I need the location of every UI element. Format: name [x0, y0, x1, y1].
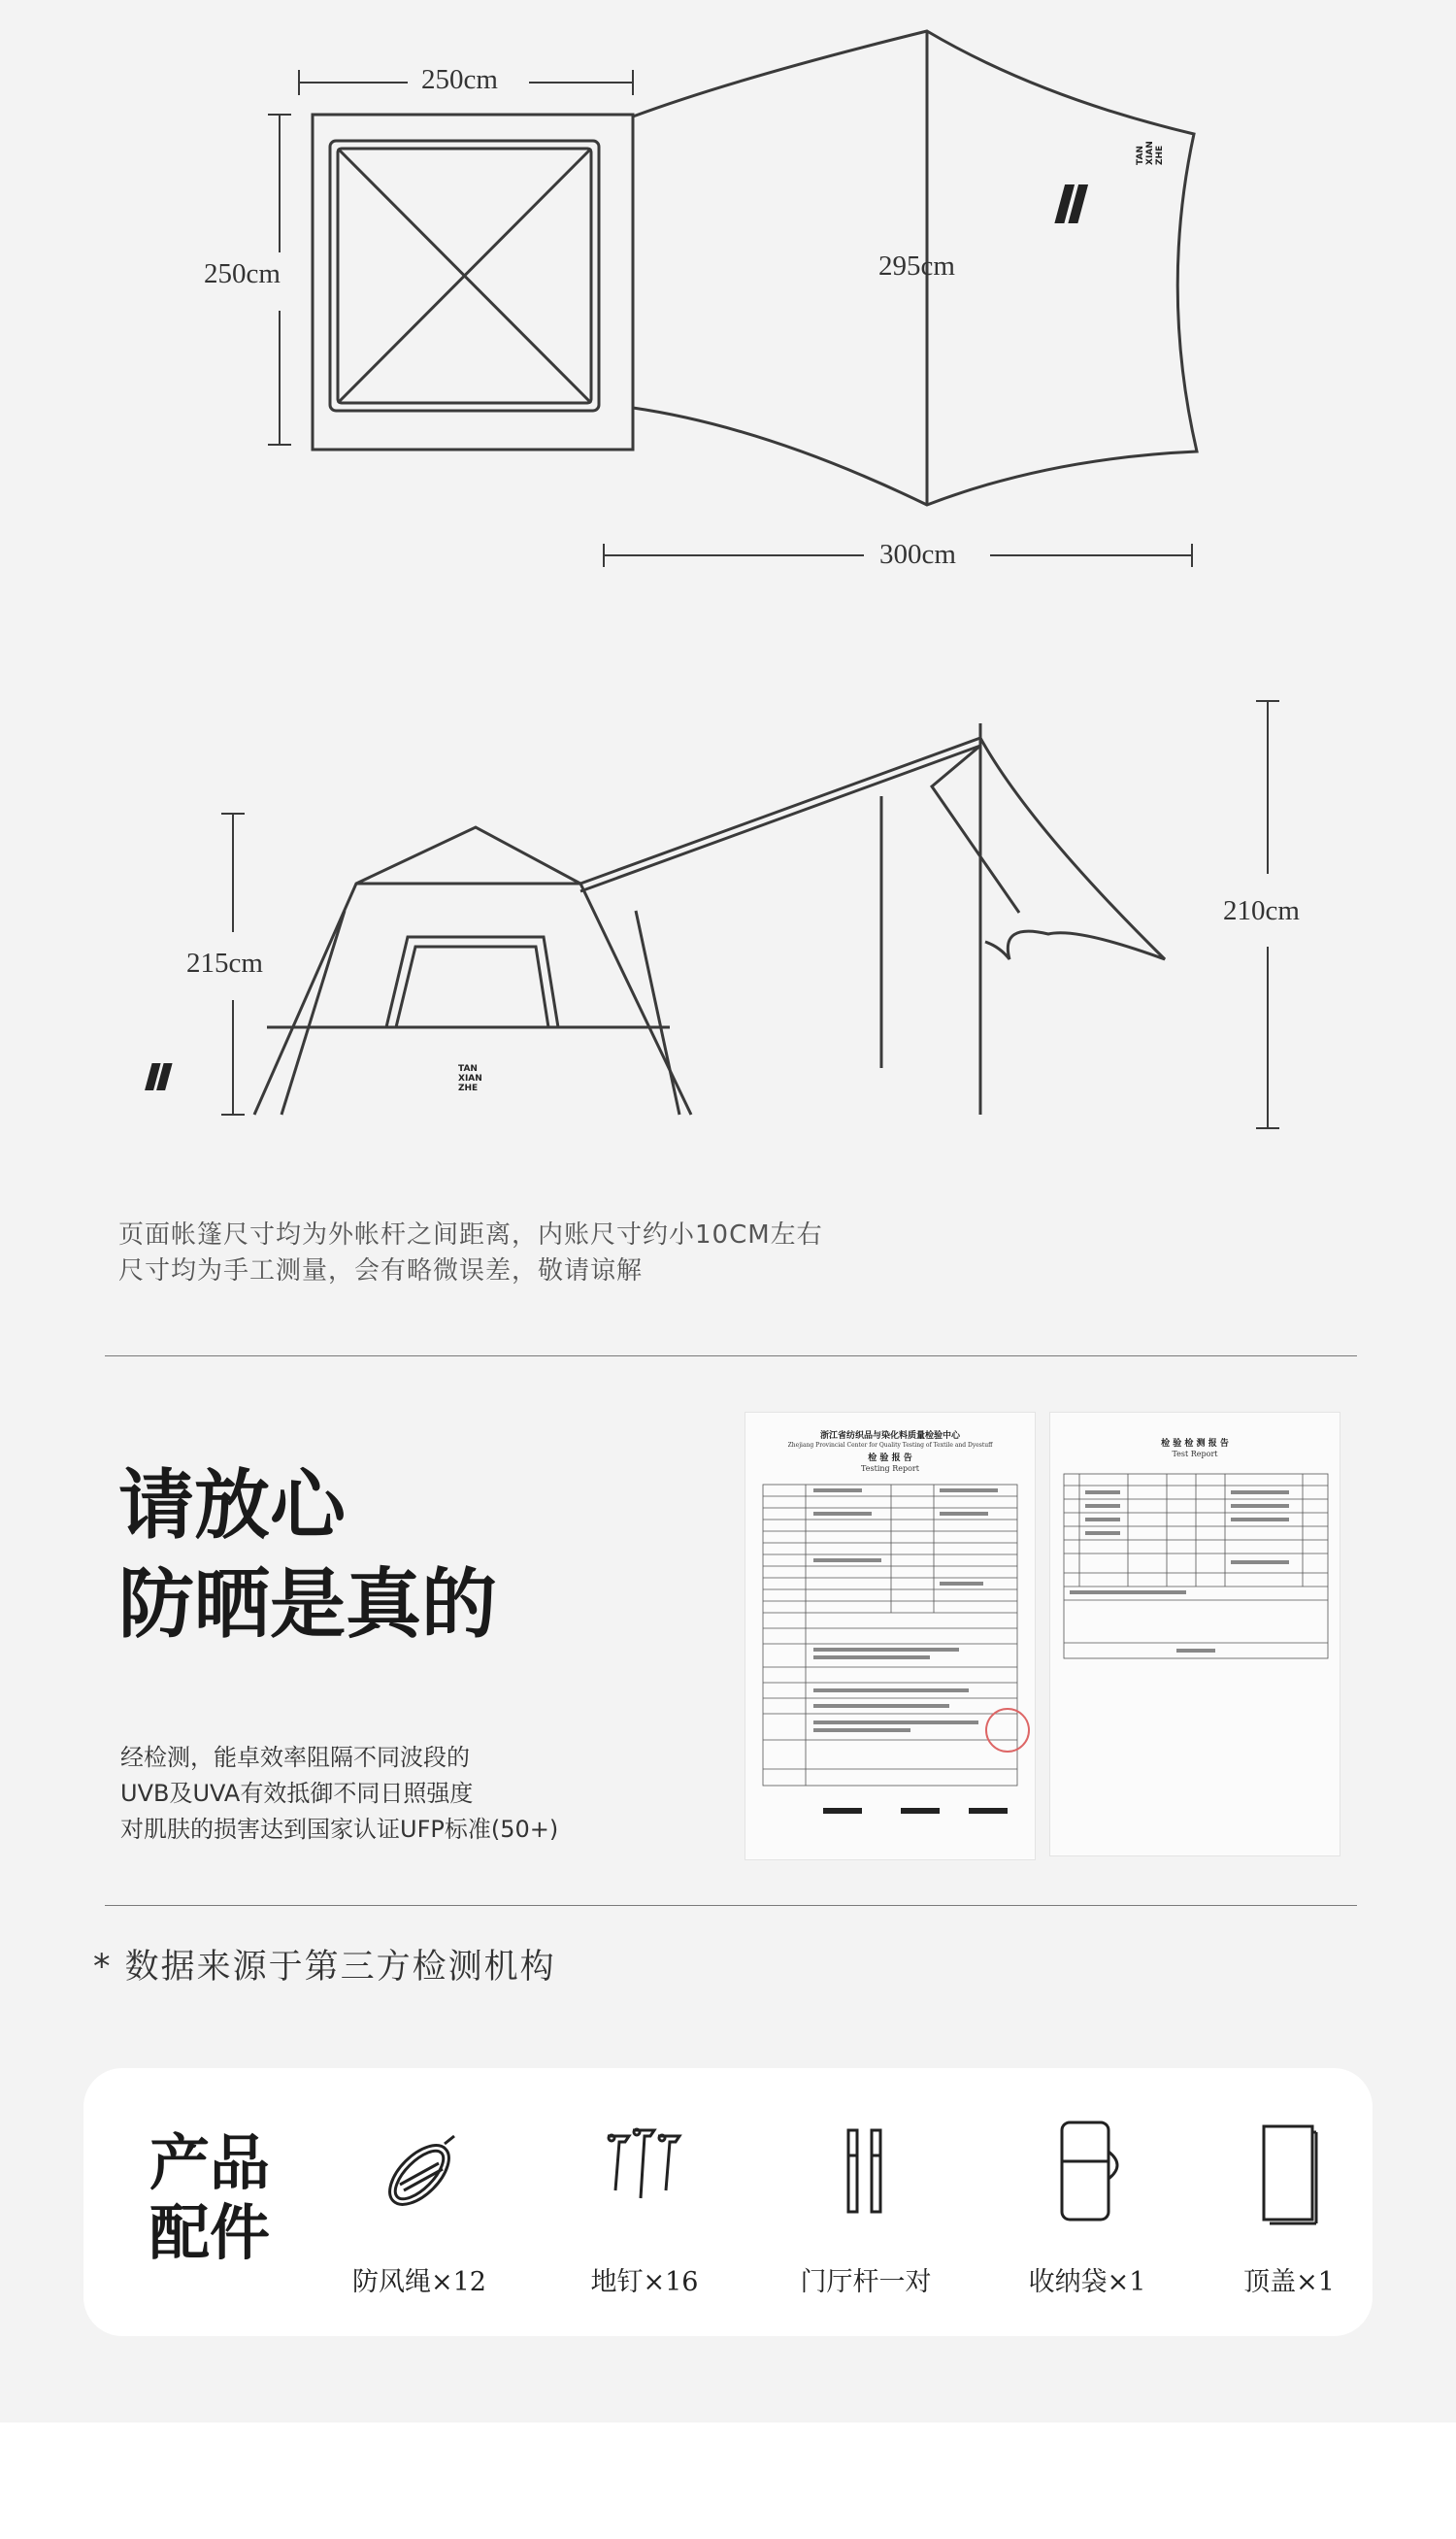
tent-height-label: 215cm: [186, 948, 263, 979]
accessory-top-cover: [1192, 2117, 1386, 2311]
side-view-diagram: [0, 0, 1456, 1165]
accessory-label: 防风绳×12: [352, 2267, 486, 2297]
stake-icon: [586, 2117, 703, 2233]
rope-icon: [361, 2117, 478, 2233]
accessory-rope: [322, 2117, 516, 2311]
accessory-stake: [547, 2117, 742, 2311]
divider-top: [105, 1355, 1357, 1356]
top-cover-icon: [1231, 2117, 1347, 2233]
tarp-depth-label: 295cm: [878, 251, 955, 282]
size-note-line-1: 页面帐篷尺寸均为外帐杆之间距离，内账尺寸约小10CM左右: [118, 1220, 823, 1250]
accessory-label: 门厅杆一对: [800, 2267, 932, 2297]
tarp-logo-text: TAN XIAN ZHE: [1136, 141, 1165, 165]
pole-height-label: 210cm: [1223, 895, 1300, 926]
data-source-note: * 数据来源于第三方检测机构: [93, 1948, 556, 1987]
pole-pair-icon: [808, 2117, 924, 2233]
accessory-label: 收纳袋×1: [1028, 2267, 1146, 2297]
accessories-card: [83, 2068, 1373, 2336]
accessory-pole-pair: [769, 2117, 963, 2311]
top-depth-label: 250cm: [204, 258, 281, 289]
bottom-footer-band: [0, 2422, 1456, 2539]
accessory-label: 地钉×16: [590, 2267, 699, 2297]
test-report-1: 浙江省纺织品与染化料质量检验中心 Zhejiang Provincial Center for Quality Testing of Textile and Dyestuff 检 验 报 告 Testing Report: [745, 1413, 1035, 1859]
tent-logo-text: TAN XIAN ZHE: [458, 1064, 482, 1093]
sun-protection-headline: 请放心 防晒是真的: [118, 1461, 498, 1649]
top-width-label: 250cm: [421, 64, 498, 95]
divider-bottom: [105, 1905, 1357, 1906]
accessory-label: 顶盖×1: [1243, 2267, 1335, 2297]
test-report-2: 检 验 检 测 报 告 Test Report: [1050, 1413, 1340, 1855]
accessory-storage-bag: [990, 2117, 1184, 2311]
sun-protection-claims: 经检测，能卓效率阻隔不同波段的 UVB及UVA有效抵御不同日照强度 对肌肤的损害达到国家认证UFP标准(50+): [120, 1744, 559, 1843]
size-note-line-2: 尺寸均为手工测量，会有略微误差，敬请谅解: [118, 1256, 644, 1286]
tarp-width-label: 300cm: [879, 539, 956, 570]
accessories-title: 产品 配件: [149, 2127, 271, 2268]
storage-bag-icon: [1029, 2117, 1145, 2233]
